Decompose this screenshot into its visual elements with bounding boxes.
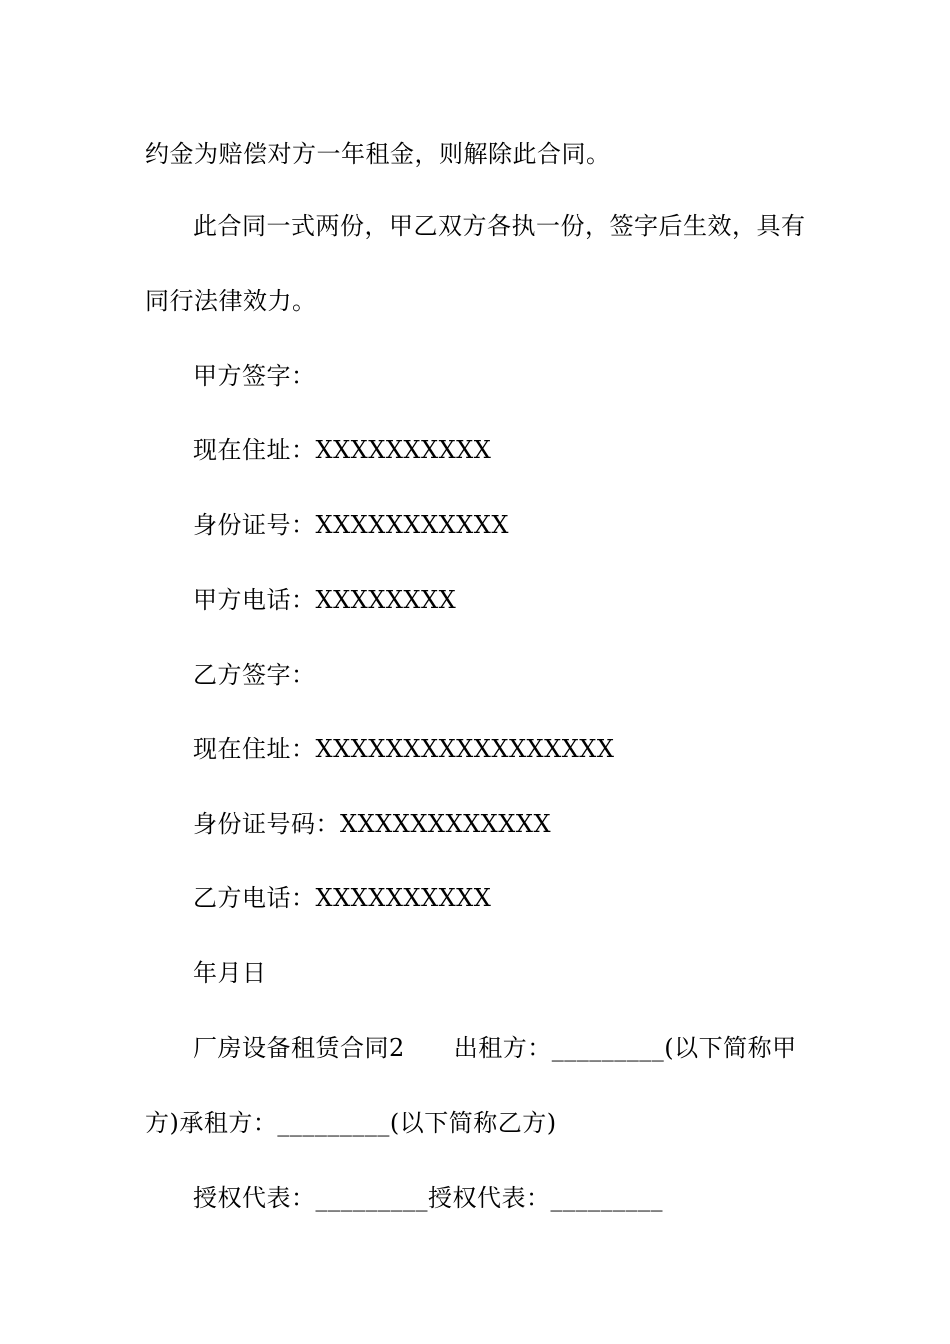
party-a-id-number: 身份证号：XXXXXXXXXXX xyxy=(193,511,509,539)
authorized-representatives-line: 授权代表：_________授权代表：_________ xyxy=(193,1184,663,1212)
party-a-phone: 甲方电话：XXXXXXXX xyxy=(193,586,457,614)
party-b-phone: 乙方电话：XXXXXXXXXX xyxy=(193,884,492,912)
paragraph-line: 方)承租方：_________(以下简称乙方) xyxy=(145,1109,557,1137)
date-line: 年月日 xyxy=(193,959,267,987)
party-b-signature-label: 乙方签字： xyxy=(193,661,316,689)
contract-2-heading-line: 厂房设备租赁合同2 出租方：_________(以下简称甲 xyxy=(193,1034,797,1062)
paragraph-line: 约金为赔偿对方一年租金，则解除此合同。 xyxy=(145,140,611,168)
paragraph-line: 此合同一式两份，甲乙双方各执一份，签字后生效，具有 xyxy=(193,212,806,240)
party-b-address: 现在住址：XXXXXXXXXXXXXXXXX xyxy=(193,735,615,763)
paragraph-line: 同行法律效力。 xyxy=(145,287,317,315)
party-a-address: 现在住址：XXXXXXXXXX xyxy=(193,436,492,464)
party-a-signature-label: 甲方签字： xyxy=(193,362,316,390)
party-b-id-number: 身份证号码：XXXXXXXXXXXX xyxy=(193,810,552,838)
